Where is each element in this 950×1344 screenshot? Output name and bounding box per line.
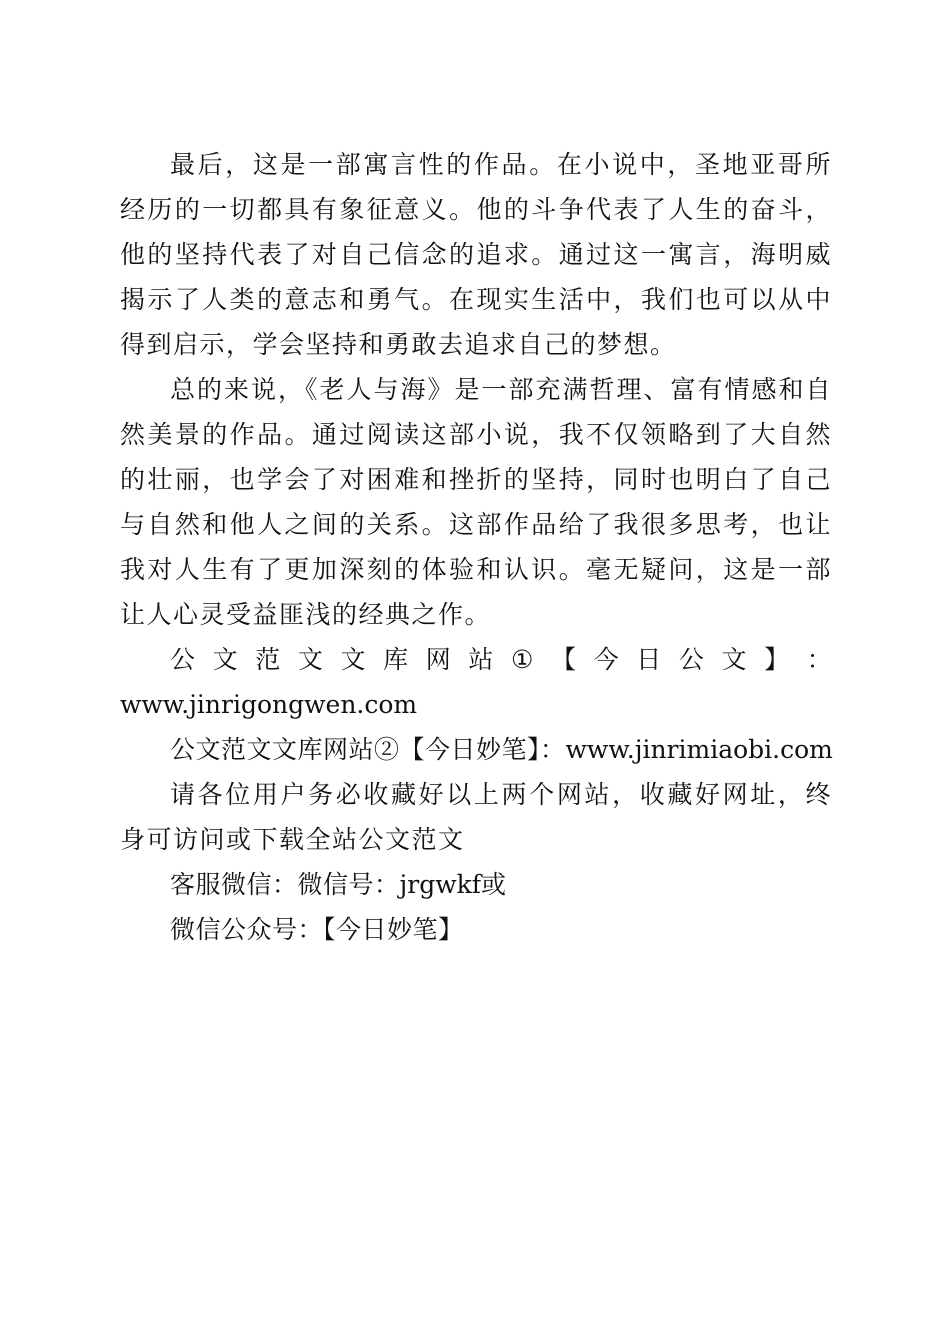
site1-url-link[interactable]: www.jinrigongwen.com: [120, 690, 418, 719]
site1-char: ：: [806, 645, 832, 674]
paragraph-allegory: 最后，这是一部寓言性的作品。在小说中，圣地亚哥所经历的一切都具有象征意义。他的斗争代表了人生的奋斗，他的坚持代表了对自己信念的追求。通过这一寓言，海明威揭示了人类的意志和勇气。在现实生活中，我们也可以从中得到启示，学会坚持和勇敢去追求自己的梦想。: [120, 150, 832, 359]
site1-char: 【: [551, 645, 577, 674]
site1-char: 】: [764, 645, 790, 674]
service-wechat-id: jrgwkf: [399, 870, 482, 899]
site1-char: 文: [340, 645, 366, 674]
service-label: 客服微信：微信号：: [170, 870, 400, 899]
site1-char: 文: [212, 645, 238, 674]
site1-char: 公: [170, 645, 196, 674]
notice-paragraph: 请各位用户务必收藏好以上两个网站，收藏好网址，终身可访问或下载全站公文范文: [120, 780, 832, 854]
site1-char: 范: [255, 645, 281, 674]
site1-label-line: [120, 637, 832, 682]
site1-char: 今: [593, 645, 619, 674]
site1-char: 文: [721, 645, 747, 674]
site2-label: 公文范文文库网站②【今日妙笔】：: [170, 735, 566, 764]
public-account-line: 微信公众号：【今日妙笔】: [170, 915, 464, 944]
site1-char: 文: [297, 645, 323, 674]
site2-url-link[interactable]: www.jinrimiaobi.com: [565, 735, 833, 764]
paragraph-summary: 总的来说，《老人与海》是一部充满哲理、富有情感和自然美景的作品。通过阅读这部小说，我不仅领略到了大自然的壮丽，也学会了对困难和挫折的坚持，同时也明白了自己与自然和他人之间的关系。这部作品给了我很多思考，也让我对人生有了更加深刻的体验和认识。毫无疑问，这是一部让人心灵受益匪浅的经典之作。: [120, 375, 832, 629]
site1-char: 日: [636, 645, 662, 674]
site1-char: 库: [383, 645, 409, 674]
document-body: [120, 142, 832, 952]
site1-char: 网: [425, 645, 451, 674]
site1-char: ①: [511, 645, 534, 674]
site1-char: 公: [678, 645, 704, 674]
site2-line: [120, 727, 832, 772]
service-line: [120, 862, 832, 907]
site1-char: 站: [468, 645, 494, 674]
service-suffix: 或: [481, 870, 507, 899]
site1-url-line: [120, 682, 832, 727]
